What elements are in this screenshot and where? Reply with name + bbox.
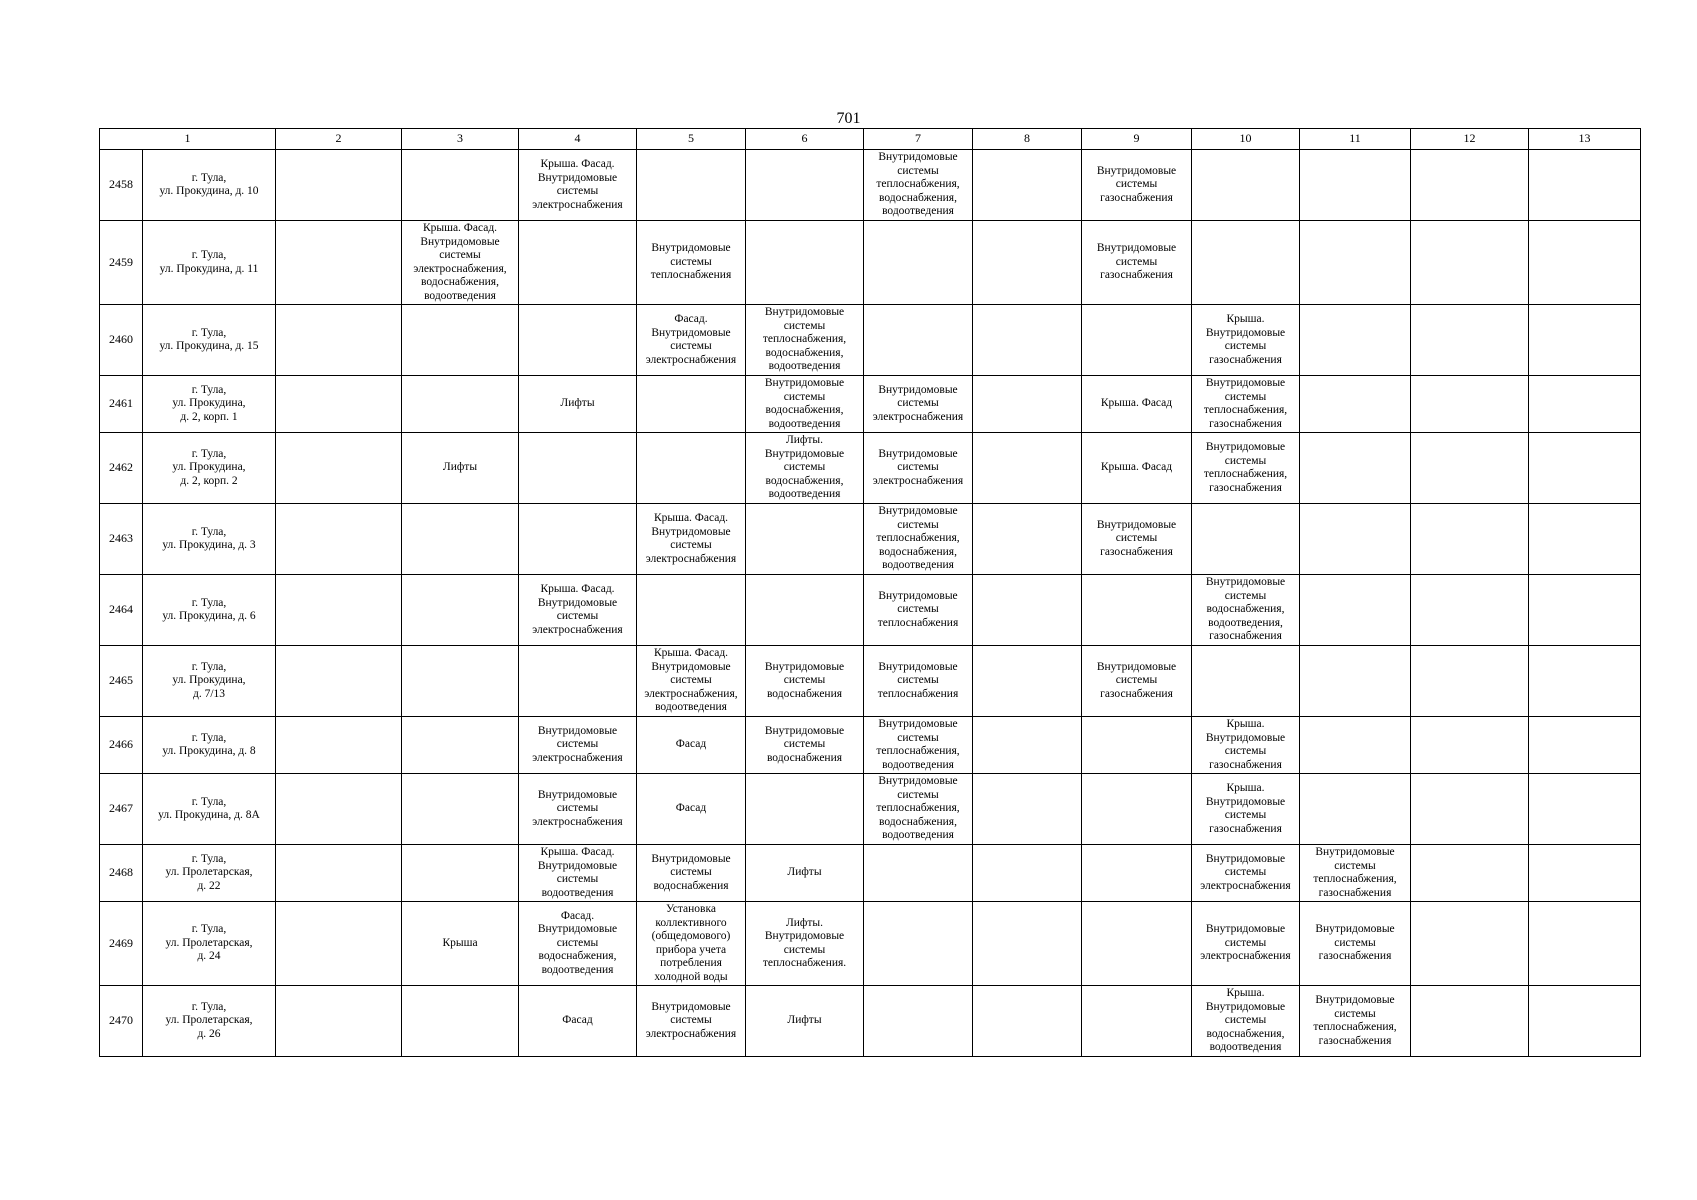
- work-cell: [1529, 646, 1641, 717]
- column-number-header: 3: [402, 129, 519, 150]
- work-cell: [276, 845, 402, 902]
- work-cell: Внутридомовые системы теплоснабжения, газоснабжения: [1300, 845, 1411, 902]
- row-number: 2462: [100, 433, 143, 504]
- work-cell: Внутридомовые системы теплоснабжения, газоснабжения: [1192, 433, 1300, 504]
- work-cell: [864, 902, 973, 986]
- work-cell: Крыша. Фасад. Внутридомовые системы водоотведения: [519, 845, 637, 902]
- work-cell: [1529, 150, 1641, 221]
- work-cell: [1411, 986, 1529, 1057]
- table-row: [100, 646, 1641, 717]
- work-cell: [1529, 221, 1641, 305]
- work-cell: [1529, 986, 1641, 1057]
- work-cell: Внутридомовые системы электроснабжения: [1192, 845, 1300, 902]
- row-number: 2470: [100, 986, 143, 1057]
- work-cell: [1300, 305, 1411, 376]
- table-row: [100, 774, 1641, 845]
- table-row: [100, 221, 1641, 305]
- work-cell: [519, 504, 637, 575]
- column-number-header: 11: [1300, 129, 1411, 150]
- work-cell: [1529, 575, 1641, 646]
- work-cell: Крыша. Фасад. Внутридомовые системы электроснабжения: [519, 150, 637, 221]
- work-cell: Крыша. Внутридомовые системы газоснабжения: [1192, 774, 1300, 845]
- work-cell: Внутридомовые системы водоснабжения, водоотведения, газоснабжения: [1192, 575, 1300, 646]
- work-cell: [402, 575, 519, 646]
- work-cell: [1529, 504, 1641, 575]
- work-cell: [864, 305, 973, 376]
- row-number: 2458: [100, 150, 143, 221]
- row-number: 2467: [100, 774, 143, 845]
- work-cell: [276, 305, 402, 376]
- row-number: 2469: [100, 902, 143, 986]
- column-number-header: 7: [864, 129, 973, 150]
- work-cell: [973, 150, 1082, 221]
- work-cell: Лифты: [519, 376, 637, 433]
- work-cell: [402, 774, 519, 845]
- column-number-header: 12: [1411, 129, 1529, 150]
- work-cell: [1192, 221, 1300, 305]
- work-cell: [973, 433, 1082, 504]
- work-cell: Внутридомовые системы теплоснабжения, газоснабжения: [1300, 986, 1411, 1057]
- work-cell: [276, 376, 402, 433]
- work-cell: [1082, 575, 1192, 646]
- work-cell: [1411, 376, 1529, 433]
- work-cell: [276, 717, 402, 774]
- work-cell: [1411, 433, 1529, 504]
- work-cell: [746, 575, 864, 646]
- work-cell: [1529, 376, 1641, 433]
- address-cell: г. Тула, ул. Прокудина, д. 8: [143, 717, 276, 774]
- work-cell: Фасад. Внутридомовые системы электроснабжения: [637, 305, 746, 376]
- work-cell: [973, 986, 1082, 1057]
- row-number: 2468: [100, 845, 143, 902]
- work-cell: [973, 376, 1082, 433]
- work-cell: Крыша. Фасад. Внутридомовые системы электроснабжения: [519, 575, 637, 646]
- work-cell: Внутридомовые системы водоснабжения: [746, 646, 864, 717]
- work-cell: [519, 646, 637, 717]
- work-cell: [519, 305, 637, 376]
- work-cell: [973, 575, 1082, 646]
- work-cell: [973, 504, 1082, 575]
- work-cell: Внутридомовые системы электроснабжения: [519, 774, 637, 845]
- work-cell: [973, 845, 1082, 902]
- work-cell: [1411, 221, 1529, 305]
- table-row: [100, 433, 1641, 504]
- work-cell: [1529, 774, 1641, 845]
- work-cell: Внутридомовые системы электроснабжения: [1192, 902, 1300, 986]
- work-cell: [637, 150, 746, 221]
- work-cell: Крыша: [402, 902, 519, 986]
- work-cell: Внутридомовые системы электроснабжения: [519, 717, 637, 774]
- work-cell: Внутридомовые системы газоснабжения: [1082, 646, 1192, 717]
- work-cell: [637, 376, 746, 433]
- work-cell: [1300, 150, 1411, 221]
- work-cell: [973, 717, 1082, 774]
- work-cell: [276, 433, 402, 504]
- work-cell: Внутридомовые системы теплоснабжения, водоснабжения, водоотведения: [864, 774, 973, 845]
- work-cell: [402, 646, 519, 717]
- address-cell: г. Тула, ул. Пролетарская, д. 26: [143, 986, 276, 1057]
- work-cell: [276, 902, 402, 986]
- work-cell: [402, 150, 519, 221]
- work-cell: Внутридомовые системы теплоснабжения, водоснабжения, водоотведения: [864, 150, 973, 221]
- page-number: 701: [836, 110, 861, 127]
- work-cell: [519, 433, 637, 504]
- work-cell: [276, 221, 402, 305]
- work-cell: Внутридомовые системы теплоснабжения, водоснабжения, водоотведения: [746, 305, 864, 376]
- work-cell: [973, 774, 1082, 845]
- work-cell: [1300, 575, 1411, 646]
- row-number: 2459: [100, 221, 143, 305]
- column-number-header: 8: [973, 129, 1082, 150]
- address-cell: г. Тула, ул. Прокудина, д. 8А: [143, 774, 276, 845]
- address-cell: г. Тула, ул. Прокудина, д. 2, корп. 2: [143, 433, 276, 504]
- table-row: [100, 504, 1641, 575]
- work-cell: Крыша. Внутридомовые системы газоснабжения: [1192, 717, 1300, 774]
- work-cell: [864, 845, 973, 902]
- table-row: [100, 575, 1641, 646]
- work-cell: [1411, 774, 1529, 845]
- row-number: 2460: [100, 305, 143, 376]
- work-cell: [1529, 305, 1641, 376]
- address-cell: г. Тула, ул. Пролетарская, д. 24: [143, 902, 276, 986]
- work-cell: Внутридомовые системы газоснабжения: [1300, 902, 1411, 986]
- work-cell: [276, 646, 402, 717]
- address-cell: г. Тула, ул. Прокудина, д. 6: [143, 575, 276, 646]
- table-row: [100, 902, 1641, 986]
- work-cell: [1300, 717, 1411, 774]
- work-cell: [1411, 717, 1529, 774]
- work-cell: [402, 305, 519, 376]
- table-header-row: [100, 129, 1641, 150]
- row-number: 2463: [100, 504, 143, 575]
- work-cell: Лифты: [402, 433, 519, 504]
- work-cell: [637, 433, 746, 504]
- work-cell: Крыша. Внутридомовые системы водоснабжения, водоотведения: [1192, 986, 1300, 1057]
- column-number-header: 6: [746, 129, 864, 150]
- work-cell: [402, 717, 519, 774]
- column-number-header: 2: [276, 129, 402, 150]
- column-number-header: 4: [519, 129, 637, 150]
- work-cell: [1300, 433, 1411, 504]
- address-cell: г. Тула, ул. Пролетарская, д. 22: [143, 845, 276, 902]
- repair-schedule-table: [99, 128, 1641, 1057]
- work-cell: [1529, 717, 1641, 774]
- column-number-header: 5: [637, 129, 746, 150]
- work-cell: [864, 986, 973, 1057]
- table-row: [100, 986, 1641, 1057]
- work-cell: Фасад: [519, 986, 637, 1057]
- work-cell: [276, 986, 402, 1057]
- work-cell: [1082, 305, 1192, 376]
- work-cell: [1082, 845, 1192, 902]
- work-cell: [637, 575, 746, 646]
- work-cell: [1411, 575, 1529, 646]
- column-number-header: 13: [1529, 129, 1641, 150]
- address-cell: г. Тула, ул. Прокудина, д. 2, корп. 1: [143, 376, 276, 433]
- work-cell: [1082, 986, 1192, 1057]
- work-cell: [1082, 902, 1192, 986]
- work-cell: [746, 150, 864, 221]
- work-cell: [973, 221, 1082, 305]
- work-cell: Установка коллективного (общедомового) прибора учета потребления холодной воды: [637, 902, 746, 986]
- address-cell: г. Тула, ул. Прокудина, д. 7/13: [143, 646, 276, 717]
- work-cell: [1300, 504, 1411, 575]
- work-cell: Лифты: [746, 986, 864, 1057]
- table-row: [100, 305, 1641, 376]
- work-cell: Внутридомовые системы газоснабжения: [1082, 221, 1192, 305]
- work-cell: [1529, 433, 1641, 504]
- row-number: 2465: [100, 646, 143, 717]
- work-cell: [746, 504, 864, 575]
- work-cell: [746, 221, 864, 305]
- table-row: [100, 376, 1641, 433]
- work-cell: [276, 150, 402, 221]
- work-cell: Фасад: [637, 717, 746, 774]
- work-cell: [1300, 646, 1411, 717]
- column-number-header: 10: [1192, 129, 1300, 150]
- work-cell: Внутридомовые системы теплоснабжения, водоснабжения, водоотведения: [864, 504, 973, 575]
- work-cell: [1411, 305, 1529, 376]
- work-cell: Внутридомовые системы теплоснабжения: [864, 646, 973, 717]
- work-cell: Внутридомовые системы газоснабжения: [1082, 150, 1192, 221]
- work-cell: [1529, 902, 1641, 986]
- work-cell: Крыша. Фасад. Внутридомовые системы электроснабжения: [637, 504, 746, 575]
- work-cell: Внутридомовые системы водоснабжения: [637, 845, 746, 902]
- work-cell: [973, 902, 1082, 986]
- work-cell: Крыша. Фасад. Внутридомовые системы электроснабжения, водоснабжения, водоотведения: [402, 221, 519, 305]
- work-cell: [519, 221, 637, 305]
- work-cell: [1082, 774, 1192, 845]
- address-cell: г. Тула, ул. Прокудина, д. 15: [143, 305, 276, 376]
- work-cell: [746, 774, 864, 845]
- work-cell: [402, 986, 519, 1057]
- work-cell: Внутридомовые системы теплоснабжения: [864, 575, 973, 646]
- work-cell: Лифты. Внутридомовые системы водоснабжения, водоотведения: [746, 433, 864, 504]
- address-cell: г. Тула, ул. Прокудина, д. 10: [143, 150, 276, 221]
- work-cell: Внутридомовые системы теплоснабжения, водоотведения: [864, 717, 973, 774]
- work-cell: Внутридомовые системы электроснабжения: [864, 433, 973, 504]
- work-cell: [1192, 504, 1300, 575]
- work-cell: [1192, 646, 1300, 717]
- work-cell: [1300, 376, 1411, 433]
- work-cell: Внутридомовые системы газоснабжения: [1082, 504, 1192, 575]
- table-row: [100, 717, 1641, 774]
- work-cell: [1300, 774, 1411, 845]
- row-number: 2464: [100, 575, 143, 646]
- work-cell: Внутридомовые системы водоснабжения: [746, 717, 864, 774]
- work-cell: [1192, 150, 1300, 221]
- work-cell: Крыша. Фасад: [1082, 433, 1192, 504]
- work-cell: Фасад: [637, 774, 746, 845]
- work-cell: [402, 376, 519, 433]
- work-cell: Внутридомовые системы электроснабжения: [637, 986, 746, 1057]
- work-cell: [973, 305, 1082, 376]
- work-cell: Внутридомовые системы водоснабжения, водоотведения: [746, 376, 864, 433]
- work-cell: Фасад. Внутридомовые системы водоснабжения, водоотведения: [519, 902, 637, 986]
- work-cell: Внутридомовые системы теплоснабжения, газоснабжения: [1192, 376, 1300, 433]
- work-cell: [1411, 646, 1529, 717]
- work-cell: [276, 504, 402, 575]
- work-cell: [276, 774, 402, 845]
- work-cell: Лифты. Внутридомовые системы теплоснабжения.: [746, 902, 864, 986]
- table-row: [100, 150, 1641, 221]
- work-cell: Крыша. Фасад: [1082, 376, 1192, 433]
- address-cell: г. Тула, ул. Прокудина, д. 11: [143, 221, 276, 305]
- work-cell: [276, 575, 402, 646]
- work-cell: [1082, 717, 1192, 774]
- row-number: 2461: [100, 376, 143, 433]
- work-cell: [1411, 845, 1529, 902]
- work-cell: Крыша. Внутридомовые системы газоснабжения: [1192, 305, 1300, 376]
- row-number: 2466: [100, 717, 143, 774]
- work-cell: [1411, 504, 1529, 575]
- work-cell: [402, 504, 519, 575]
- work-cell: [1529, 845, 1641, 902]
- work-cell: Внутридомовые системы электроснабжения: [864, 376, 973, 433]
- column-number-header: 9: [1082, 129, 1192, 150]
- work-cell: Внутридомовые системы теплоснабжения: [637, 221, 746, 305]
- work-cell: [402, 845, 519, 902]
- column-number-header: 1: [100, 129, 276, 150]
- work-cell: Крыша. Фасад. Внутридомовые системы электроснабжения, водоотведения: [637, 646, 746, 717]
- address-cell: г. Тула, ул. Прокудина, д. 3: [143, 504, 276, 575]
- work-cell: [864, 221, 973, 305]
- work-cell: [1300, 221, 1411, 305]
- work-cell: [1411, 902, 1529, 986]
- table-row: [100, 845, 1641, 902]
- work-cell: Лифты: [746, 845, 864, 902]
- work-cell: [973, 646, 1082, 717]
- work-cell: [1411, 150, 1529, 221]
